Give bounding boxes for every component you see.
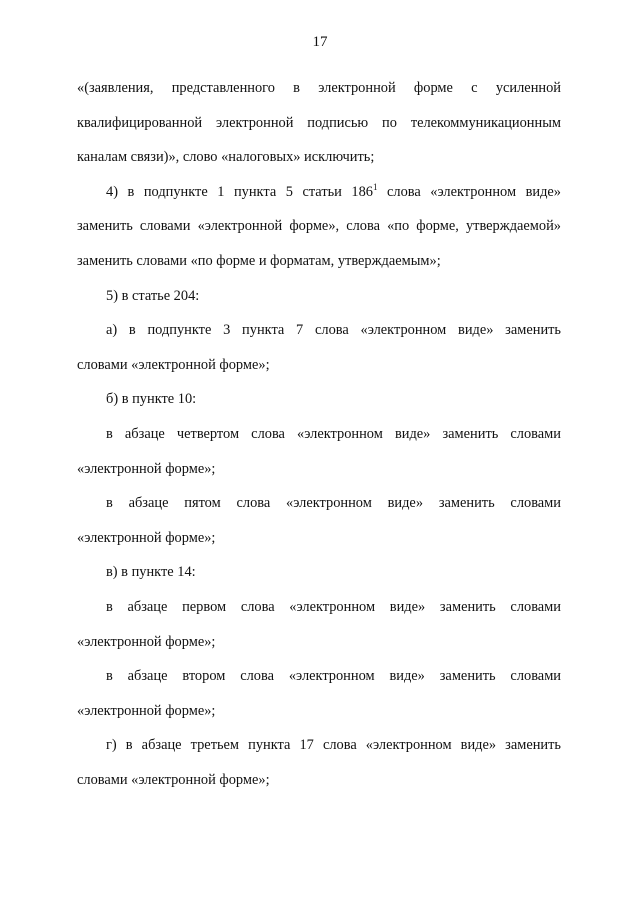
text-line: «электронной форме»; [77, 460, 216, 477]
paragraph-11 [77, 728, 561, 797]
document-body [77, 71, 561, 797]
paragraph-6 [77, 417, 561, 486]
text-line: «электронной форме»; [77, 702, 216, 719]
text-line: словами «электронной форме»; [77, 356, 270, 373]
text-line: «электронной форме»; [77, 633, 216, 650]
text-line: в) в пункте 14: [106, 564, 196, 581]
text-line [77, 175, 561, 210]
text-line: «(заявления, представленного в электронной форме с усиленной [77, 80, 561, 96]
text-fragment: слова «электронном виде» [377, 183, 562, 200]
text-line: г) в абзаце третьем пункта 17 слова «электронном виде» заменить [106, 737, 561, 754]
text-line: словами «электронной форме»; [77, 771, 270, 788]
text-line: 5) в статье 204: [106, 287, 200, 304]
text-line: в абзаце четвертом слова «электронном виде» заменить словами [106, 425, 561, 442]
paragraph-10 [77, 659, 561, 728]
paragraph-4 [77, 313, 561, 382]
paragraph-8 [77, 555, 561, 590]
paragraph-1 [77, 71, 561, 175]
text-line: квалифицированной электронной подписью по телекоммуникационным [77, 114, 561, 131]
text-line: каналам связи)», слово «налоговых» исключить; [77, 149, 375, 166]
text-fragment: 4) в подпункте 1 пункта 5 статьи 186 [106, 183, 373, 200]
paragraph-9 [77, 590, 561, 659]
text-line: в абзаце втором слова «электронном виде» заменить словами [106, 668, 561, 685]
paragraph-7 [77, 486, 561, 555]
paragraph-2 [77, 175, 561, 279]
page-number: 17 [312, 34, 328, 50]
text-line: а) в подпункте 3 пункта 7 слова «электронном виде» заменить [106, 322, 561, 339]
paragraph-3 [77, 279, 561, 314]
text-line: заменить словами «электронной форме», слова «по форме, утверждаемой» [77, 218, 561, 235]
superscript: 1 [373, 181, 378, 192]
paragraph-5 [77, 382, 561, 417]
text-line: в абзаце пятом слова «электронном виде» заменить словами [106, 495, 561, 512]
text-line: заменить словами «по форме и форматам, утверждаемым»; [77, 252, 441, 269]
text-line: б) в пункте 10: [106, 391, 197, 408]
text-line: «электронной форме»; [77, 529, 216, 546]
text-line: в абзаце первом слова «электронном виде» заменить словами [106, 598, 561, 615]
